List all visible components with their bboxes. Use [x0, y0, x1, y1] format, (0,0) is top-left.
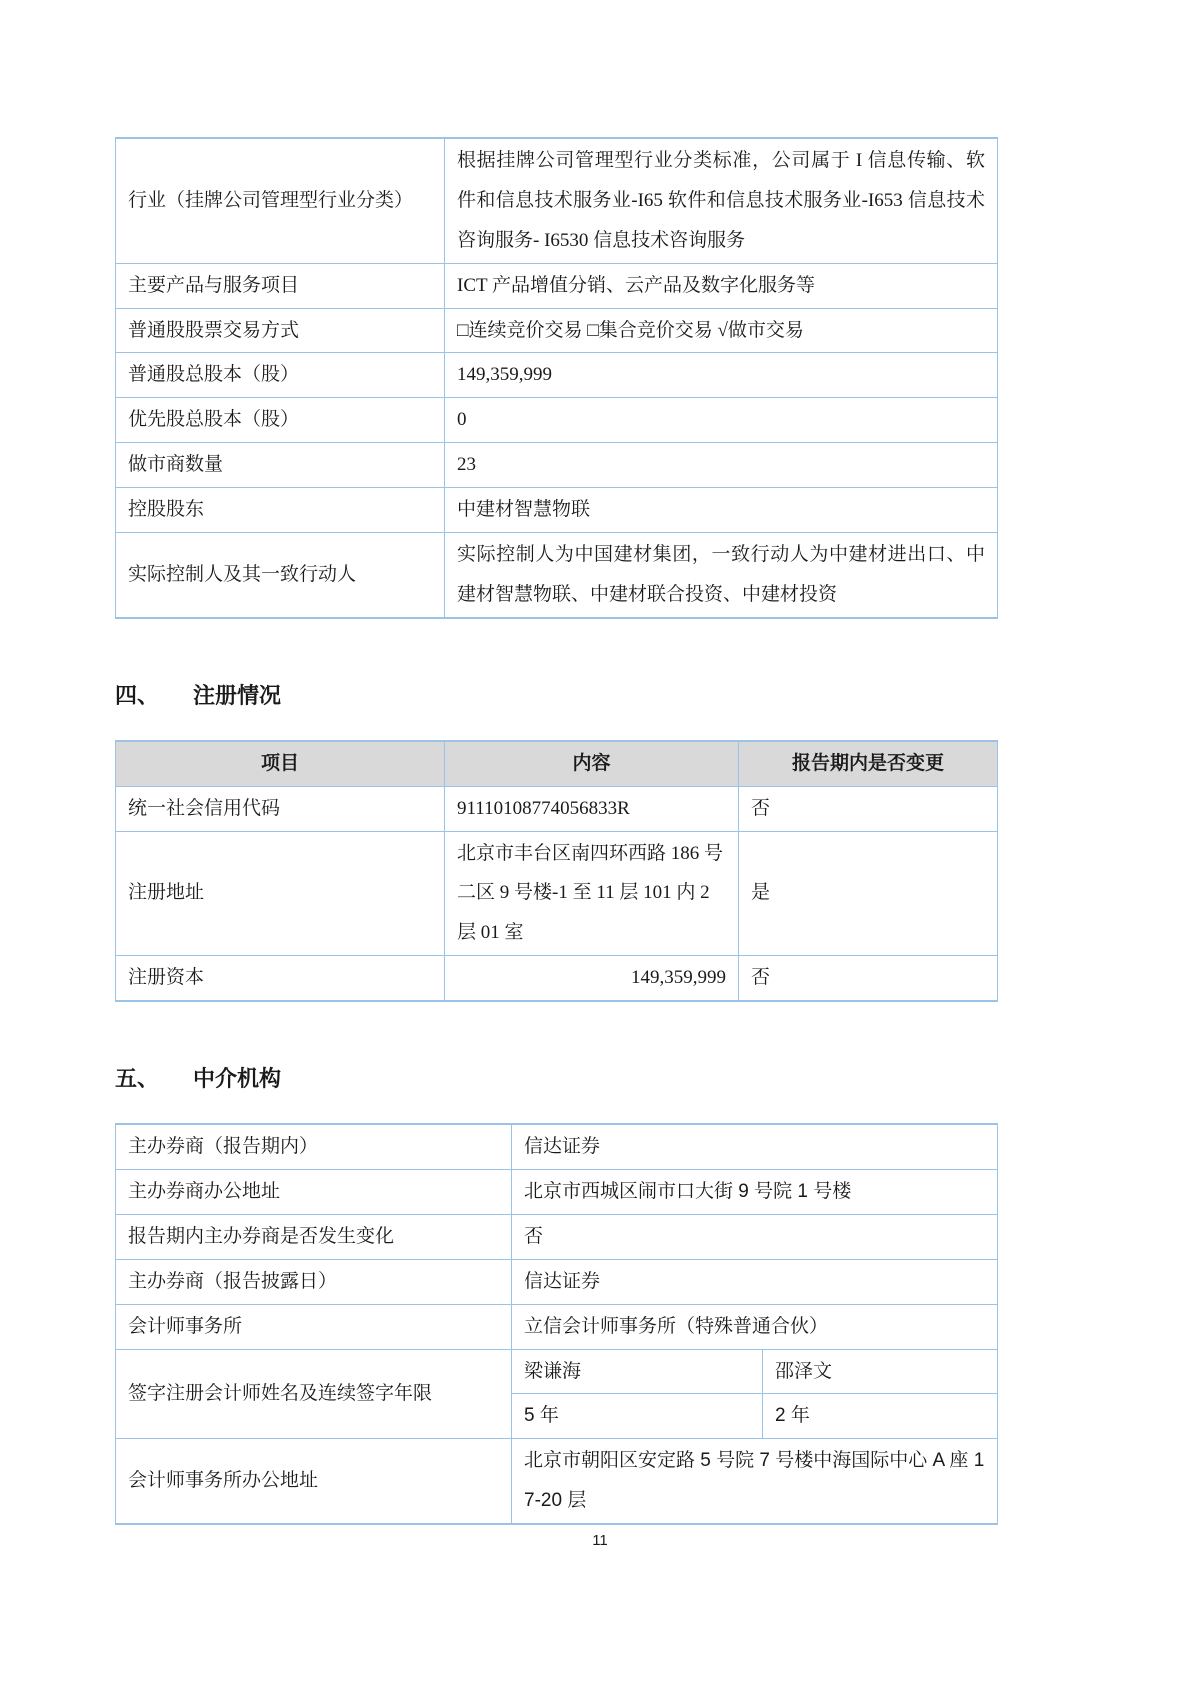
row-changed-credit-code: 否	[739, 786, 998, 831]
table-row	[116, 1124, 998, 1169]
table-row	[116, 263, 998, 308]
registration-table	[115, 740, 998, 1002]
row-label-controlling-shareholder: 控股股东	[116, 488, 445, 533]
table-row	[116, 786, 998, 831]
accountant-name-1: 梁谦海	[512, 1349, 763, 1394]
page-number: 11	[592, 1532, 608, 1549]
section-heading-intermediaries	[115, 1062, 997, 1093]
table-row	[116, 308, 998, 353]
row-value-controlling-shareholder: 中建材智慧物联	[445, 488, 998, 533]
row-label-sponsor-disclosure: 主办券商（报告披露日）	[116, 1259, 512, 1304]
company-overview-table	[115, 137, 998, 619]
section-heading-registration	[115, 679, 997, 710]
row-value-main-products: ICT 产品增值分销、云产品及数字化服务等	[445, 263, 998, 308]
row-value-industry: 根据挂牌公司管理型行业分类标准，公司属于 I 信息传输、软件和信息技术服务业-I65 软件和信息技术服务业-I653 信息技术咨询服务- I6530 信息技术咨询服务	[445, 138, 998, 263]
table-row	[116, 1259, 998, 1304]
row-value-sponsor-change: 否	[512, 1214, 998, 1259]
row-label-preferred-shares: 优先股总股本（股）	[116, 398, 445, 443]
row-value-preferred-shares: 0	[445, 398, 998, 443]
row-value-accounting-firm-address: 北京市朝阳区安定路 5 号院 7 号楼中海国际中心 A 座 17-20 层	[512, 1439, 998, 1524]
table-row	[116, 1349, 998, 1394]
row-label-market-makers: 做市商数量	[116, 443, 445, 488]
table-row	[116, 138, 998, 263]
row-label-credit-code: 统一社会信用代码	[116, 786, 445, 831]
section-title: 中介机构	[193, 1066, 282, 1092]
section-number: 四、	[115, 682, 160, 708]
table-row	[116, 1214, 998, 1259]
row-value-registered-capital: 149,359,999	[445, 956, 739, 1001]
table-row	[116, 353, 998, 398]
table-row	[116, 1304, 998, 1349]
row-label-sponsor-address: 主办券商办公地址	[116, 1170, 512, 1215]
table-row	[116, 956, 998, 1001]
section-number: 五、	[115, 1066, 160, 1092]
table-row	[116, 1170, 998, 1215]
row-label-signing-accountants: 签字注册会计师姓名及连续签字年限	[116, 1349, 512, 1439]
row-value-market-makers: 23	[445, 443, 998, 488]
intermediaries-table	[115, 1123, 998, 1525]
row-value-sponsor-address: 北京市西城区闹市口大街 9 号院 1 号楼	[512, 1170, 998, 1215]
header-changed: 报告期内是否变更	[739, 741, 998, 786]
header-content: 内容	[445, 741, 739, 786]
row-label-sponsor-period: 主办券商（报告期内）	[116, 1124, 512, 1169]
table-row	[116, 443, 998, 488]
table-row	[116, 398, 998, 443]
accountant-years-1: 5 年	[512, 1394, 763, 1439]
accountant-years-2: 2 年	[763, 1394, 998, 1439]
row-label-common-shares: 普通股总股本（股）	[116, 353, 445, 398]
row-label-accounting-firm: 会计师事务所	[116, 1304, 512, 1349]
table-row	[116, 533, 998, 618]
row-label-actual-controller: 实际控制人及其一致行动人	[116, 533, 445, 618]
row-label-registered-capital: 注册资本	[116, 956, 445, 1001]
row-label-registered-address: 注册地址	[116, 831, 445, 956]
row-value-sponsor-disclosure: 信达证券	[512, 1259, 998, 1304]
row-value-credit-code: 91110108774056833R	[445, 786, 739, 831]
header-item: 项目	[116, 741, 445, 786]
row-label-accounting-firm-address: 会计师事务所办公地址	[116, 1439, 512, 1524]
row-label-industry: 行业（挂牌公司管理型行业分类）	[116, 138, 445, 263]
row-value-registered-address: 北京市丰台区南四环西路 186 号二区 9 号楼-1 至 11 层 101 内 2 层 01 室	[445, 831, 739, 956]
table-row	[116, 831, 998, 956]
row-label-sponsor-change: 报告期内主办券商是否发生变化	[116, 1214, 512, 1259]
accountant-name-2: 邵泽文	[763, 1349, 998, 1394]
section-title: 注册情况	[193, 682, 282, 708]
row-value-common-shares: 149,359,999	[445, 353, 998, 398]
row-changed-registered-capital: 否	[739, 956, 998, 1001]
page-content	[115, 0, 997, 1525]
table-row	[116, 1439, 998, 1524]
row-value-trading-method: □连续竞价交易 □集合竞价交易 √做市交易	[445, 308, 998, 353]
row-value-accounting-firm: 立信会计师事务所（特殊普通合伙）	[512, 1304, 998, 1349]
row-value-sponsor-period: 信达证券	[512, 1124, 998, 1169]
row-value-actual-controller: 实际控制人为中国建材集团，一致行动人为中建材进出口、中建材智慧物联、中建材联合投资、中建材投资	[445, 533, 998, 618]
row-label-trading-method: 普通股股票交易方式	[116, 308, 445, 353]
row-changed-registered-address: 是	[739, 831, 998, 956]
table-header-row	[116, 741, 998, 786]
table-row	[116, 488, 998, 533]
row-label-main-products: 主要产品与服务项目	[116, 263, 445, 308]
